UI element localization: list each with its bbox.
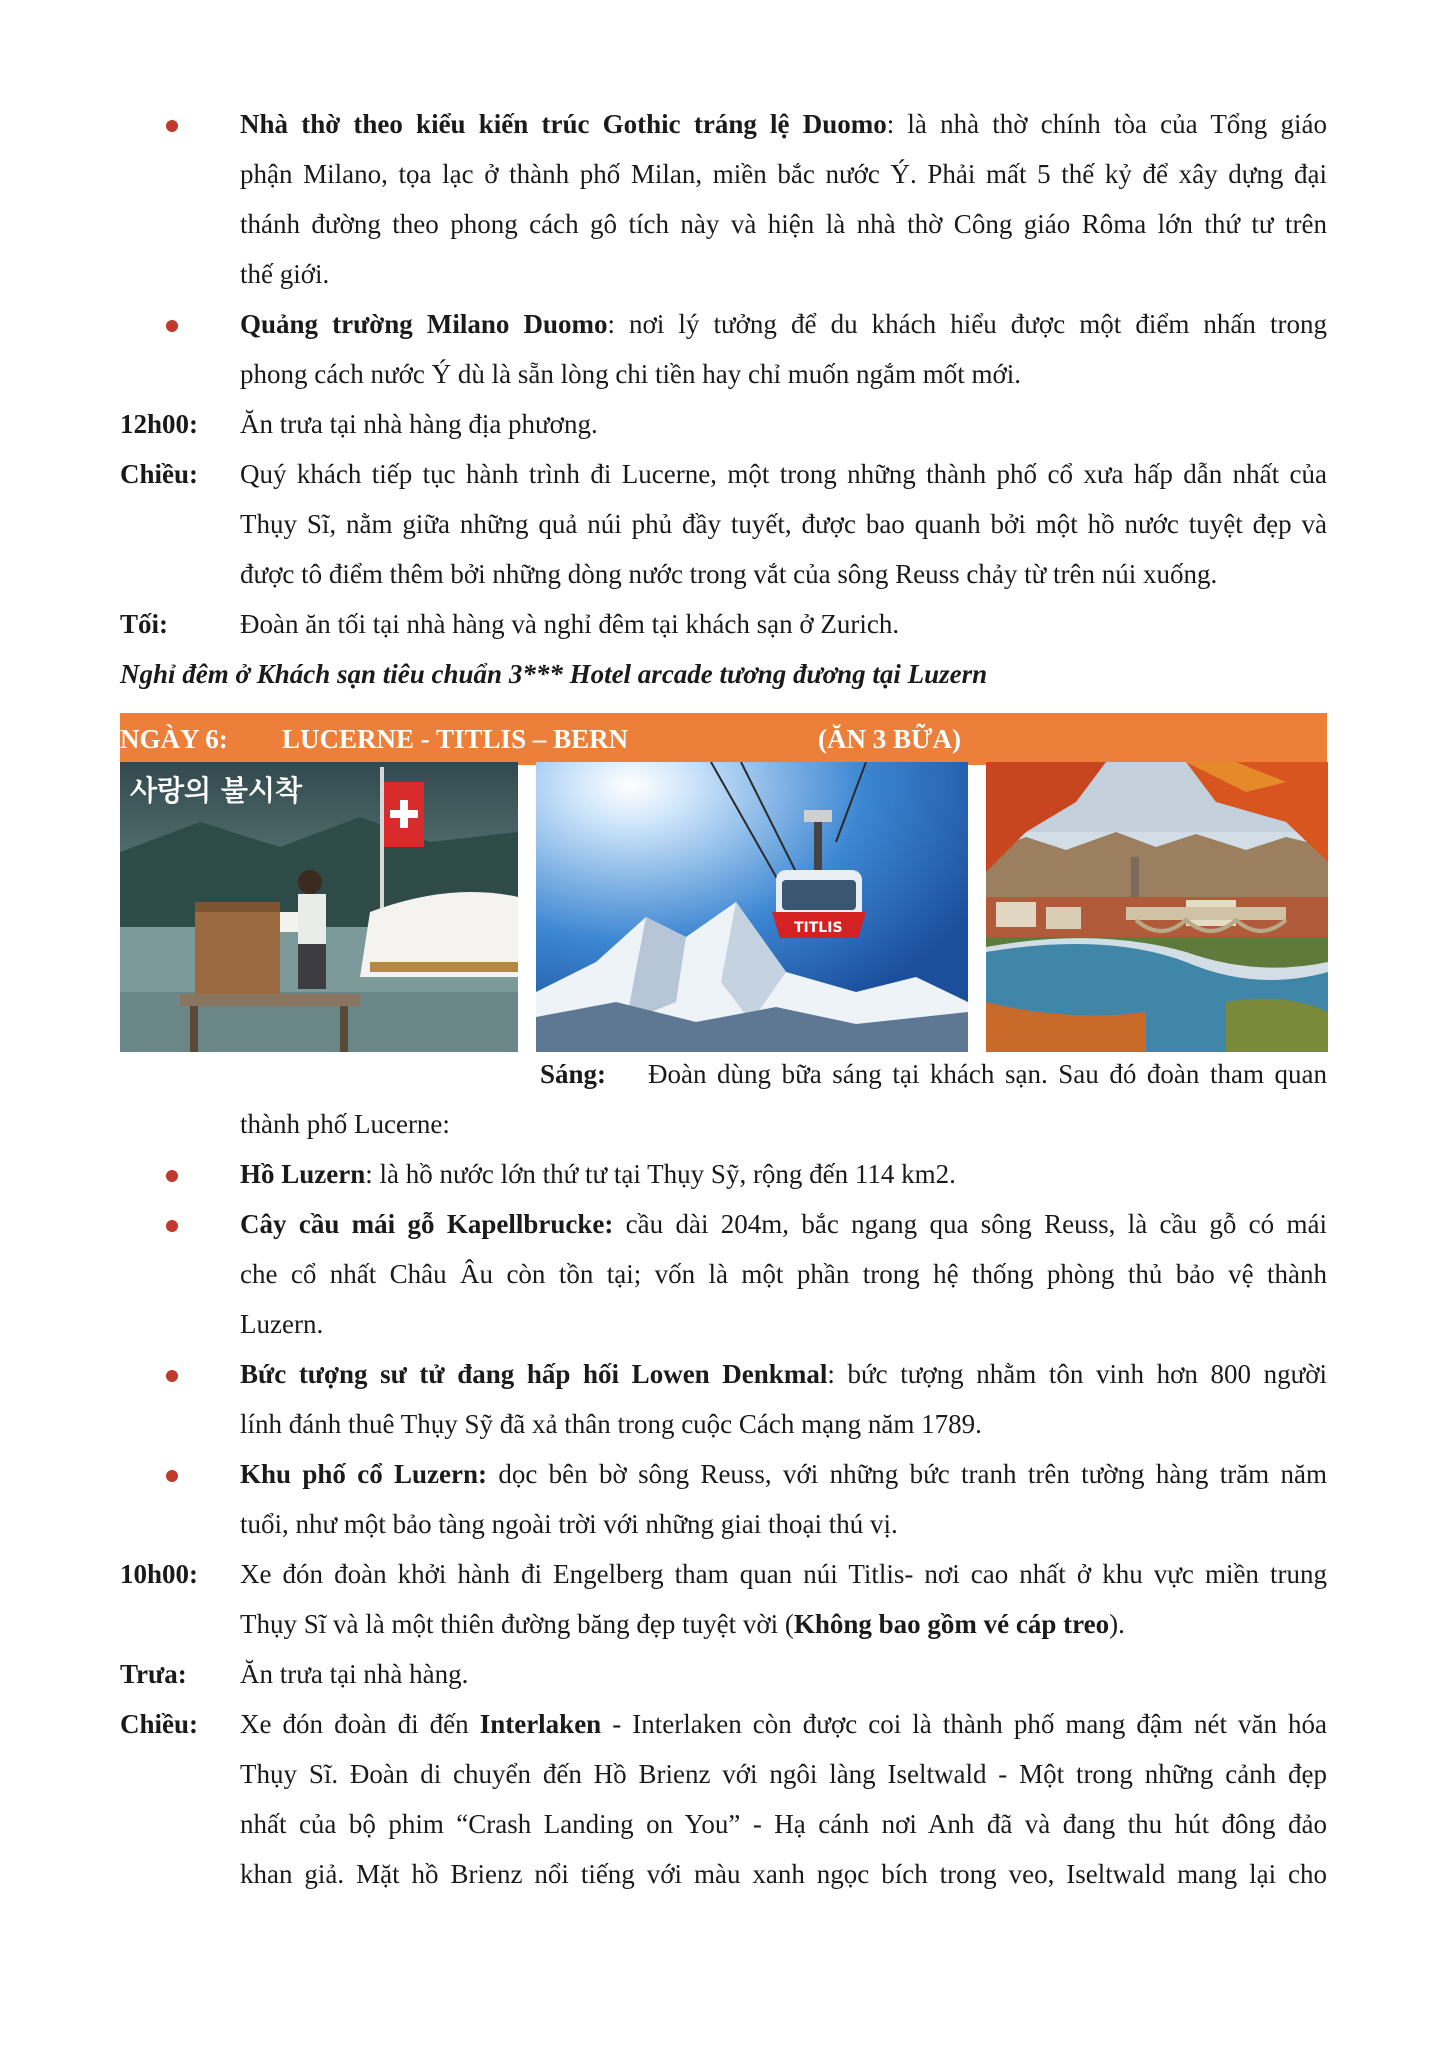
afternoon-1-line-1: Quý khách tiếp tục hành trình đi Lucerne, một trong những thành phố cổ xưa hấp dẫn nhất của xyxy=(240,459,1327,489)
time-label-1200: 12h00: xyxy=(120,409,199,439)
bullet-icon xyxy=(166,320,178,332)
afternoon-2-line-2: Thụy Sĩ. Đoàn di chuyển đến Hồ Brienz với ngôi làng Iseltwald - Một trong những cảnh đẹp xyxy=(240,1759,1327,1789)
lake-title: Hồ Luzern xyxy=(240,1159,366,1189)
afternoon-2-text-1c: - Interlaken còn được coi là thành phố mang đậm nét văn hóa xyxy=(601,1709,1328,1739)
evening-text: Đoàn ăn tối tại nhà hàng và nghỉ đêm tại khách sạn ở Zurich. xyxy=(240,609,900,639)
duomo-cathedral-line-2: phận Milano, tọa lạc ở thành phố Milan, miền bắc nước Ý. Phải mất 5 thế kỷ để xây dựng đại xyxy=(240,159,1327,189)
day-banner xyxy=(120,713,1327,765)
time-label-noon: Trưa: xyxy=(120,1659,187,1689)
lion-line-1 xyxy=(240,1356,1327,1392)
day-route: LUCERNE - TITLIS – BERN xyxy=(282,724,629,754)
oldtown-text-1: dọc bên bờ sông Reuss, với những bức tranh trên tường hàng trăm năm xyxy=(487,1459,1327,1489)
bern-oldtown-image xyxy=(986,762,1328,1052)
lake-text: : là hồ nước lớn thứ tư tại Thụy Sỹ, rộng đến 114 km2. xyxy=(365,1159,956,1189)
duomo-cathedral-line-1 xyxy=(240,106,1327,142)
time-label-evening: Tối: xyxy=(120,609,169,639)
photo-piano-lake xyxy=(120,762,518,1052)
bullet-icon xyxy=(166,120,178,132)
bridge-text-1: cầu dài 204m, bắc ngang qua sông Reuss, là cầu gỗ có mái xyxy=(613,1209,1327,1239)
lion-title: Bức tượng sư tử đang hấp hối Lowen Denkmal xyxy=(240,1359,828,1389)
time-label-afternoon-2: Chiều: xyxy=(120,1709,199,1739)
oldtown-line-1 xyxy=(240,1456,1327,1492)
bridge-title: Cây cầu mái gỗ Kapellbrucke: xyxy=(240,1209,614,1239)
bridge-line-3: Luzern. xyxy=(240,1309,324,1339)
lion-text-1: : bức tượng nhằm tôn vinh hơn 800 người xyxy=(827,1359,1328,1389)
duomo-cathedral-text-1: : là nhà thờ chính tòa của Tổng giáo xyxy=(886,109,1327,139)
afternoon-2-text-1a: Xe đón đoàn đi đến xyxy=(240,1709,480,1739)
bridge-line-2: che cổ nhất Châu Âu còn tồn tại; vốn là một phần trong hệ thống phòng thủ bảo vệ thành xyxy=(240,1259,1327,1289)
duomo-cathedral-title: Nhà thờ theo kiểu kiến trúc Gothic tráng lệ Duomo xyxy=(240,109,887,139)
time-label-1000: 10h00: xyxy=(120,1559,199,1589)
t1000-line-2 xyxy=(240,1606,1125,1642)
cable-car-note: Không bao gồm vé cáp treo xyxy=(793,1609,1110,1639)
duomo-square-line-1 xyxy=(240,306,1327,342)
afternoon-1-line-3: được tô điểm thêm bởi những dòng nước trong vắt của sông Reuss chảy từ trên núi xuống. xyxy=(240,559,1218,589)
overnight-note: Nghỉ đêm ở Khách sạn tiêu chuẩn 3*** Hotel arcade tương đương tại Luzern xyxy=(120,659,988,689)
noon-text: Ăn trưa tại nhà hàng. xyxy=(240,1659,469,1689)
bullet-icon xyxy=(166,1370,178,1382)
lunch-text: Ăn trưa tại nhà hàng địa phương. xyxy=(240,409,598,439)
bullet-icon xyxy=(166,1470,178,1482)
oldtown-line-2: tuổi, như một bảo tàng ngoài trời với những giai thoại thú vị. xyxy=(240,1509,898,1539)
titlis-sign: TITLIS xyxy=(794,920,843,936)
time-label-morning: Sáng: xyxy=(540,1059,607,1089)
bullet-icon xyxy=(166,1220,178,1232)
duomo-square-title: Quảng trường Milano Duomo xyxy=(240,309,608,339)
afternoon-1-line-2: Thụy Sĩ, nằm giữa những quả núi phủ đầy tuyết, được bao quanh bởi một hồ nước tuyệt đẹp và xyxy=(240,509,1327,539)
duomo-square-line-2: phong cách nước Ý dù là sẵn lòng chi tiền hay chỉ muốn ngắm mốt mới. xyxy=(240,359,1022,389)
afternoon-2-line-3: nhất của bộ phim “Crash Landing on You” - Hạ cánh nơi Anh đã và đang thu hút đông đảo xyxy=(240,1809,1327,1839)
morning-line-2: thành phố Lucerne: xyxy=(240,1109,450,1139)
bridge-line-1 xyxy=(240,1206,1327,1242)
morning-line-1: Đoàn dùng bữa sáng tại khách sạn. Sau đó đoàn tham quan xyxy=(648,1059,1327,1089)
photo-titlis-cablecar xyxy=(536,762,968,1052)
duomo-cathedral-line-3: thánh đường theo phong cách gô tích này và hiện là nhà thờ Công giáo Rôma lớn thứ tư trên xyxy=(240,209,1327,239)
lion-line-2: lính đánh thuê Thụy Sỹ đã xả thân trong cuộc Cách mạng năm 1789. xyxy=(240,1409,982,1439)
piano-lake-image xyxy=(120,762,518,1052)
afternoon-2-line-4: khan giả. Mặt hồ Brienz nổi tiếng với màu xanh ngọc bích trong veo, Iseltwald mang lại cho xyxy=(240,1859,1327,1889)
day-label: NGÀY 6: xyxy=(120,724,228,754)
bullet-icon xyxy=(166,1170,178,1182)
duomo-square-text-1: : nơi lý tưởng để du khách hiểu được một điểm nhấn trong xyxy=(607,309,1327,339)
lake-line xyxy=(240,1156,956,1192)
t1000-line-1: Xe đón đoàn khởi hành đi Engelberg tham quan núi Titlis- nơi cao nhất ở khu vực miền trung xyxy=(240,1559,1327,1589)
duomo-cathedral-line-4: thế giới. xyxy=(240,259,330,289)
oldtown-title: Khu phố cổ Luzern: xyxy=(240,1459,488,1489)
interlaken-name: Interlaken xyxy=(479,1709,602,1739)
afternoon-2-line-1 xyxy=(240,1706,1327,1742)
titlis-cablecar-image xyxy=(536,762,968,1052)
t1000-text-2c: ). xyxy=(1109,1609,1125,1639)
photo-bern-oldtown xyxy=(986,762,1328,1052)
drama-title-text: 사랑의 불시착 xyxy=(130,774,303,807)
day-meals: (ĂN 3 BỮA) xyxy=(818,724,961,754)
time-label-afternoon: Chiều: xyxy=(120,459,199,489)
t1000-text-2a: Thụy Sĩ và là một thiên đường băng đẹp tuyệt vời ( xyxy=(240,1609,794,1639)
